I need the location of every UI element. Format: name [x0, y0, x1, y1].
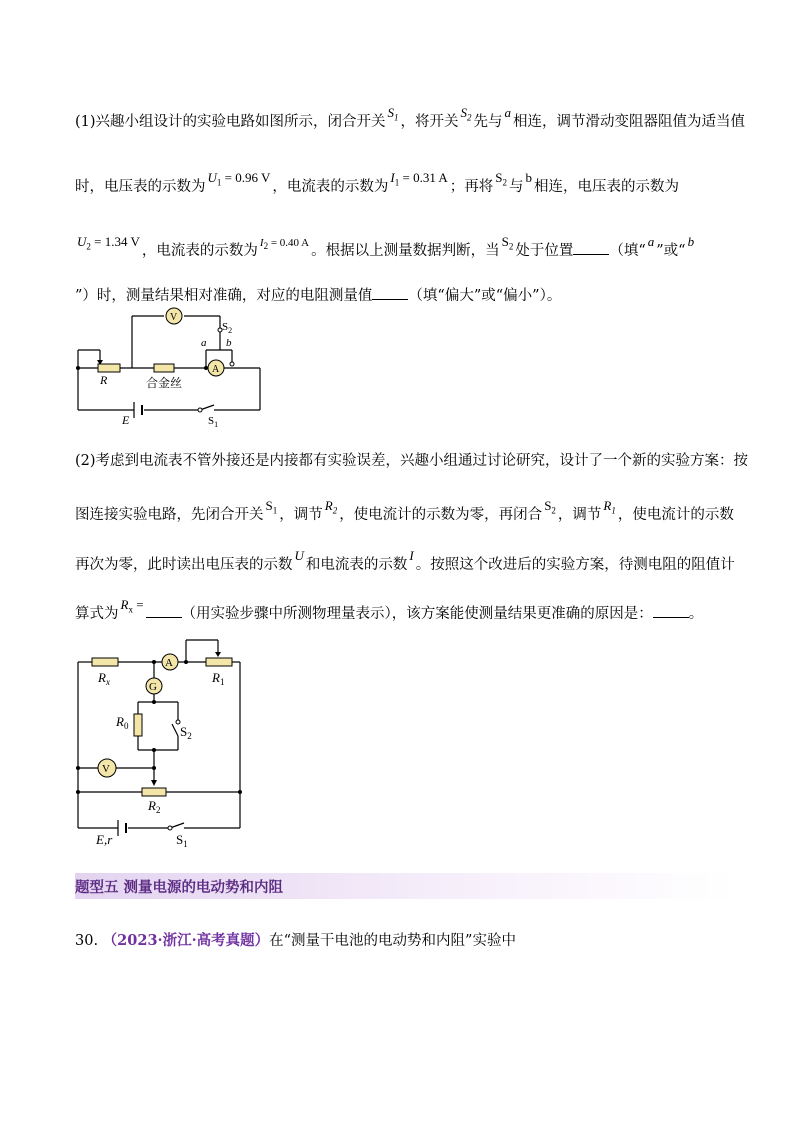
- section-title: 题型五 测量电源的电动势和内阻: [75, 880, 284, 896]
- var-rx: $R_x$ =: [120, 597, 144, 615]
- voltmeter-label: V: [170, 312, 178, 323]
- p1-line-2: 时，电压表的示数为$U_1 = 0.96$ V，电流表的示数为$I_1 = 0.31$ A；再将$S_2$ 与b相连，电压表的示数为: [75, 170, 679, 195]
- answer-blank-1[interactable]: [573, 240, 609, 255]
- var-a: a: [504, 105, 512, 120]
- ammeter-label-2: A: [165, 657, 173, 669]
- question-30: [75, 929, 516, 950]
- p2-line-4: 算式为$R_x$ =（用实验步骤中所测物理量表示），该方案能使测量结果更准确的原因是： 。: [75, 597, 704, 622]
- fig2-s2-label: $S_2$: [180, 724, 192, 741]
- question-text: 在“测量干电池的电动势和内阻”实验中: [269, 933, 516, 949]
- p2-line-3: 再次为零，此时读出电压表的示数U和电流表的示数I。按照这个改进后的实验方案，待测电阻的阻值计: [75, 548, 735, 573]
- question-source: （2023·浙江·高考真题）: [102, 932, 270, 949]
- fig1-alloy-label: 合金丝: [146, 376, 183, 390]
- var-r1: $R_1$: [603, 498, 616, 516]
- answer-blank-4[interactable]: [653, 603, 689, 618]
- fig1-s1-label: $S_1$: [208, 415, 219, 429]
- fig1-r-label: R: [100, 373, 108, 387]
- var-b: b: [525, 170, 532, 185]
- answer-blank-2[interactable]: [372, 285, 408, 300]
- svg-text:a: a: [201, 337, 207, 349]
- p1-line-4: ”）时，测量结果相对准确，对应的电阻测量值 （填“偏大”或“偏小”）。: [75, 284, 735, 305]
- var-s2-p2: $S_2$: [544, 498, 556, 516]
- fig2-r2-label: $R_2$: [148, 798, 161, 815]
- var-a2: a: [647, 234, 655, 249]
- var-s2c: $S_2$: [501, 234, 514, 252]
- question-number: 30.: [75, 933, 99, 949]
- p2-line-2: 图连接实验电路，先闭合开关$S_1$ ，调节$R_2$ ，使电流计的示数为零，再闭合$S_2$ ，调节$R_1$ ，使电流计的示数: [75, 498, 734, 523]
- svg-text:E: E: [122, 413, 130, 427]
- section-heading: [75, 873, 735, 899]
- var-i1: $I_1 = 0.31$ A: [390, 170, 448, 188]
- circuit-diagram-2: [70, 630, 250, 850]
- var-s1: $S_1$: [387, 105, 399, 123]
- svg-text:b: b: [226, 337, 232, 349]
- var-s2b: $S_2$: [495, 170, 507, 188]
- answer-blank-3[interactable]: [146, 603, 182, 618]
- var-i2: I2 = 0.40 A: [259, 237, 310, 252]
- fig2-r0-label: $R_0$: [116, 714, 129, 731]
- ammeter-label: A: [212, 364, 220, 375]
- var-s1-p2: $S_1$: [265, 498, 278, 516]
- p1-line-3: $U_2 = 1.34$ V，电流表的示数为 $^{I_2 = 0.40 A}$ 。根据以上测量数据判断，当$S_2$ 处于位置 （填“a”或“b: [77, 234, 695, 259]
- p1-line-1: (1)兴趣小组设计的实验电路如图所示，闭合开关$S_1$ ，将开关$S_2$ 先与a相连，调节滑动变阻器阻值为适当值: [75, 105, 746, 130]
- var-u: U: [294, 548, 304, 563]
- var-u2: $U_2 = 1.34$ V: [77, 234, 140, 252]
- fig1-s2-label: $S_2$: [222, 321, 233, 335]
- galvanometer-label: G: [149, 681, 157, 693]
- fig2-rx-label: $R_x$: [98, 670, 110, 687]
- fig2-s1-label: $S_1$: [176, 832, 188, 849]
- p2-line-1: (2)考虑到电流表不管外接还是内接都有实验误差，兴趣小组通过讨论研究，设计了一个新的实验方案：按: [75, 453, 749, 469]
- var-b2: b: [687, 234, 695, 249]
- fig2-er-label: E,r: [96, 832, 113, 847]
- var-u1: $U_1 = 0.96$ V: [207, 170, 271, 188]
- var-s2: $S_2$: [460, 105, 472, 123]
- voltmeter-label-2: V: [102, 763, 110, 775]
- fig2-r1-label: $R_1$: [212, 670, 225, 687]
- var-i: I: [409, 548, 414, 563]
- var-r2: $R_2$: [324, 498, 338, 516]
- circuit-diagram-1: [70, 300, 270, 430]
